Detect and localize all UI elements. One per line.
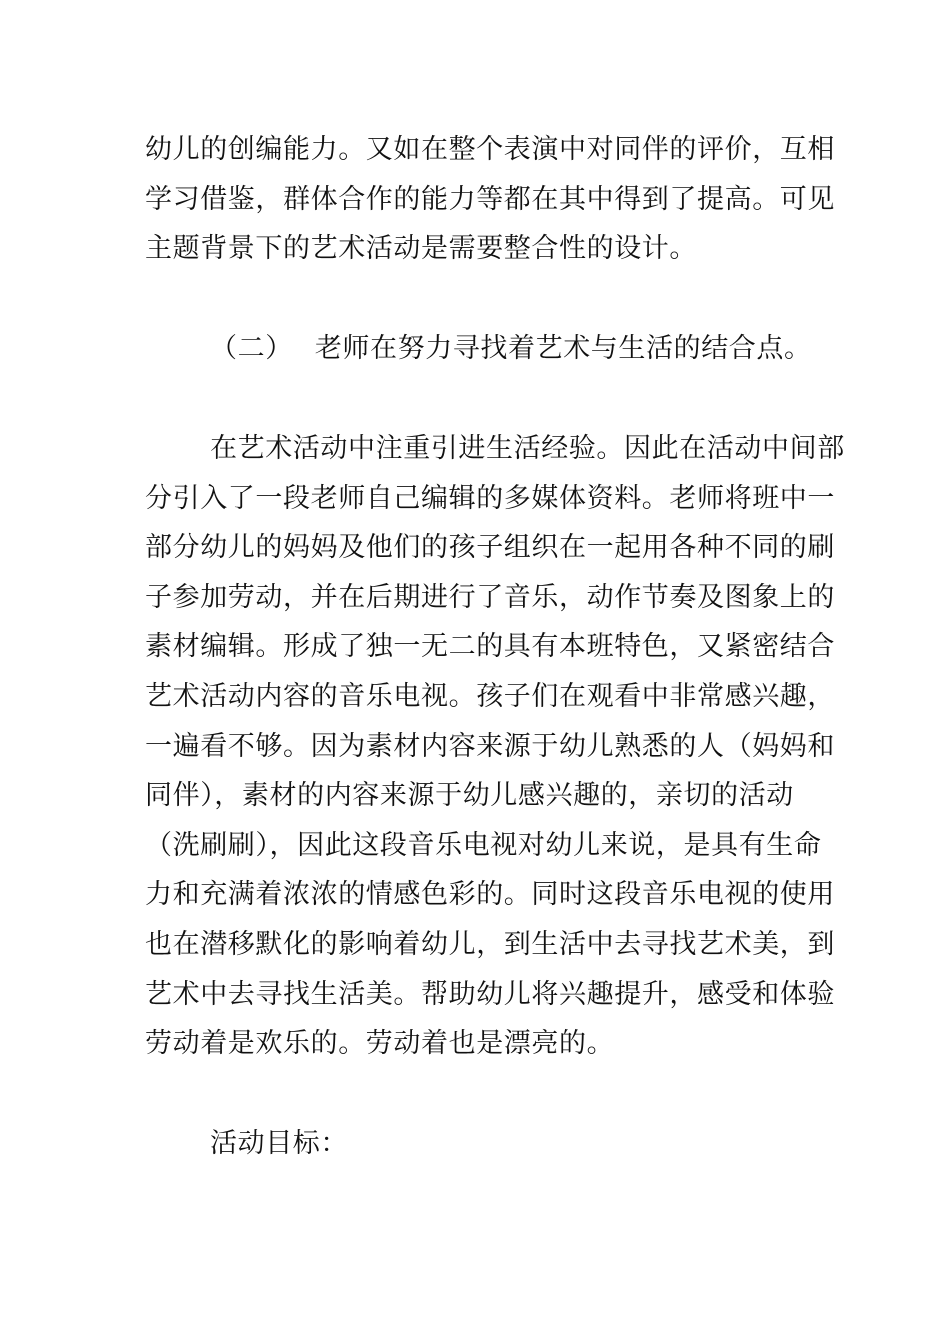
heading-text: 老师在努力寻找着艺术与生活的结合点。 bbox=[314, 333, 812, 364]
heading-number: （二） bbox=[210, 333, 293, 364]
paragraph-line: 在艺术活动中注重引进生活经验。因此在活动中间部 bbox=[210, 433, 845, 464]
paragraph-line: 艺术中去寻找生活美。帮助幼儿将兴趣提升，感受和体验 bbox=[145, 979, 835, 1010]
paragraph-line: 劳动着是欢乐的。劳动着也是漂亮的。 bbox=[145, 1028, 615, 1059]
section-heading bbox=[210, 331, 875, 367]
paragraph-line: 也在潜移默化的影响着幼儿，到生活中去寻找艺术美，到 bbox=[145, 929, 835, 960]
paragraph-line: 子参加劳动，并在后期进行了音乐，动作节奏及图象上的 bbox=[145, 582, 835, 613]
paragraph-line: 素材编辑。形成了独一无二的具有本班特色，又紧密结合 bbox=[145, 631, 835, 662]
paragraph-line: 学习借鉴，群体合作的能力等都在其中得到了提高。可见 bbox=[145, 184, 835, 215]
paragraph-line: 同伴），素材的内容来源于幼儿感兴趣的，亲切的活动 bbox=[145, 780, 794, 811]
paragraph-line: 幼儿的创编能力。又如在整个表演中对同伴的评价，互相 bbox=[145, 134, 835, 165]
paragraph-line: 一遍看不够。因为素材内容来源于幼儿熟悉的人（妈妈和 bbox=[145, 731, 835, 762]
paragraph-line: 主题背景下的艺术活动是需要整合性的设计。 bbox=[145, 233, 697, 264]
paragraph-line: 艺术活动内容的音乐电视。孩子们在观看中非常感兴趣， bbox=[145, 681, 835, 712]
paragraph-line: （洗刷刷），因此这段音乐电视对幼儿来说，是具有生命 bbox=[145, 830, 822, 861]
paragraph-line: 部分幼儿的妈妈及他们的孩子组织在一起用各种不同的刷 bbox=[145, 532, 835, 563]
section-label: 活动目标： bbox=[210, 1128, 348, 1159]
paragraph-line: 分引入了一段老师自己编辑的多媒体资料。老师将班中一 bbox=[145, 483, 835, 514]
paragraph-line: 力和充满着浓浓的情感色彩的。同时这段音乐电视的使用 bbox=[145, 879, 835, 910]
